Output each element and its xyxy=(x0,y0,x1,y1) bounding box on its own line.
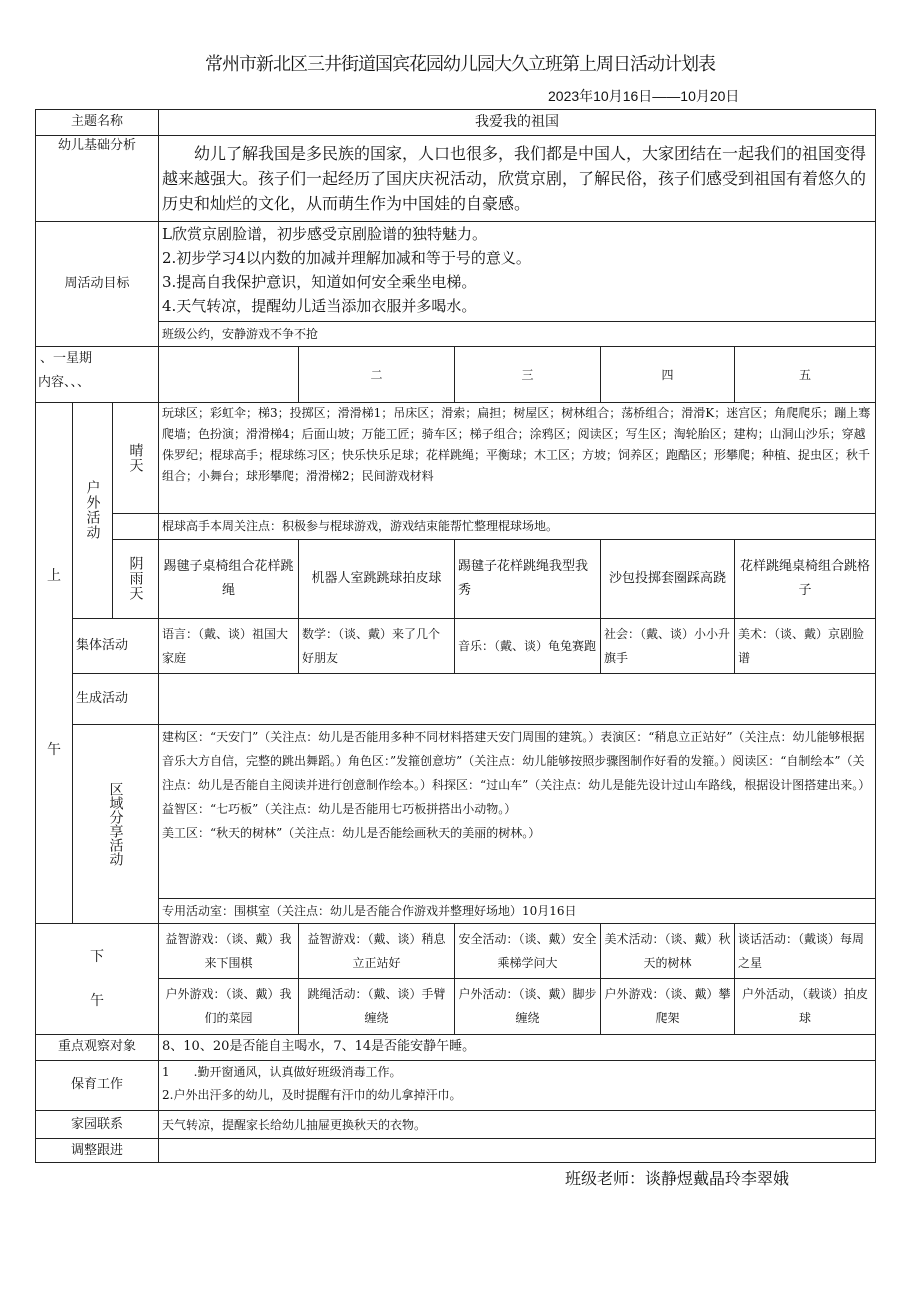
class-teachers: 班级老师：谈静煜戴晶玲李翠娥 xyxy=(565,1169,790,1188)
theme-row xyxy=(36,110,876,136)
weekday-5: 五 xyxy=(735,347,876,402)
special-room-row xyxy=(36,898,876,924)
afternoon-item: 益智游戏：（谈、戴）我来下围棋 xyxy=(159,924,299,978)
outdoor-label: 户外活动 xyxy=(73,402,113,618)
group-activity-row xyxy=(36,618,876,673)
generated-activity-row xyxy=(36,673,876,724)
group-item: 语言：（戴、谈）祖国大家庭 xyxy=(159,618,299,673)
afternoon-item: 户外活动，（载谈）拍皮球 xyxy=(735,978,876,1034)
rainy-item: 花样跳绳桌椅组合跳格子 xyxy=(735,539,876,618)
goal-item: 3.提高自我保护意识，知道如何安全乘坐电梯。 xyxy=(162,272,477,291)
goal-item: L欣赏京剧脸谱，初步感受京剧脸谱的独特魅力。 xyxy=(162,224,487,243)
goal-item: 2.初步学习4以内数的加减并理解加减和等于号的意义。 xyxy=(162,248,531,267)
afternoon-label xyxy=(36,924,159,1035)
theme-label: 主题名称 xyxy=(36,110,159,136)
home-label: 家园联系 xyxy=(36,1110,159,1139)
special-room: 专用活动室：围棋室（关注点：幼儿是否能合作游戏并整理好场地）10月16日 xyxy=(159,898,876,924)
sunny-focus-row xyxy=(36,514,876,540)
weekday-corner xyxy=(36,347,159,402)
class-rule-row xyxy=(36,321,876,347)
adjust-label: 调整跟进 xyxy=(36,1139,159,1163)
afternoon-item: 安全活动：（谈、戴）安全乘梯学问大 xyxy=(455,924,601,978)
care-row xyxy=(36,1060,876,1110)
group-item: 美术：（谈、戴）京剧脸谱 xyxy=(735,618,876,673)
afternoon-row-2 xyxy=(36,978,876,1034)
care-item: 1 .勤开窗通风，认真做好班级消毒工作。 xyxy=(162,1064,402,1079)
sunny-focus: 棍球高手本周关注点：积极参与棍球游戏，游戏结束能帮忙整理棍球场地。 xyxy=(159,514,876,540)
outdoor-sunny-row xyxy=(36,402,876,514)
afternoon-label-bottom: 午 xyxy=(90,993,104,1010)
activity-plan-table xyxy=(35,109,876,1163)
home-contact-row xyxy=(36,1110,876,1139)
goal-item: 4.天气转凉，提醒幼儿适当添加衣服并多喝水。 xyxy=(162,296,477,315)
goals-list xyxy=(159,221,876,321)
sunny-label: 晴天 xyxy=(113,402,159,514)
weekday-3: 三 xyxy=(455,347,601,402)
morning-label-top: 上 xyxy=(47,568,61,585)
class-rule: 班级公约，安静游戏不争不抢 xyxy=(159,321,876,347)
generated-label: 生成活动 xyxy=(73,673,159,724)
area-text xyxy=(159,724,876,898)
rainy-item: 踢毽子桌椅组合花样跳绳 xyxy=(159,539,299,618)
date-range: 2023年10月16日——10月20日 xyxy=(548,88,740,104)
afternoon-item: 益智游戏：（戴、谈）稍息立正站好 xyxy=(299,924,455,978)
weekday-header-row xyxy=(36,347,876,402)
afternoon-item: 跳绳活动：（戴、谈）手臂缠绕 xyxy=(299,978,455,1034)
weekday-1 xyxy=(159,347,299,402)
afternoon-item: 户外活动：（谈、戴）脚步缠绕 xyxy=(455,978,601,1034)
weekday-4: 四 xyxy=(601,347,735,402)
care-list xyxy=(159,1060,876,1110)
sunny-activities: 玩球区；彩虹伞；梯3；投掷区；滑滑梯1；吊床区；滑索；扁担；树屋区；树林组合；荡桥组合；滑滑K；迷宫区；角爬爬乐；蹦上骞爬墙；色扮演；滑滑梯4；后面山坡；万能工匠；骑车区；梯子组合；涂鸦区；阅读区；写生区；淘轮胎区；建构；山洞山沙乐；穿越侏罗纪；棍球高手；棍球练习区；快乐快乐足球；花样跳绳；平衡球；木工区；方坡；饲养区；跑酷区；形攀爬；种植、捉虫区；秋千组合；小舞台；球形攀爬；滑滑梯2；民间游戏材料 xyxy=(159,402,876,514)
focus-text: 8、10、20是否能自主喝水，7、14是否能安静午睡。 xyxy=(159,1034,876,1060)
corner-week-label: 、一星期 xyxy=(40,351,93,367)
weekday-2: 二 xyxy=(299,347,455,402)
area-activity-row xyxy=(36,724,876,898)
goals-label: 周活动目标 xyxy=(36,221,159,347)
page-title: 常州市新北区三井街道国宾花园幼儿园大久立班第上周日活动计划表 xyxy=(205,54,715,75)
group-item: 音乐：（戴、谈）龟兔赛跑 xyxy=(455,618,601,673)
home-text: 天气转凉，提醒家长给幼儿抽屉更换秋天的衣物。 xyxy=(159,1110,876,1139)
sunny-label-ext xyxy=(113,514,159,540)
area-text-art: 美工区：“秋天的树林”（关注点：幼儿是否能绘画秋天的美丽的树林。） xyxy=(162,825,541,840)
group-item: 社会：（戴、谈）小小升旗手 xyxy=(601,618,735,673)
group-item: 数学：（谈、戴）来了几个好朋友 xyxy=(299,618,455,673)
rainy-item: 沙包投掷套圈踩高跷 xyxy=(601,539,735,618)
afternoon-label-top: 下 xyxy=(90,949,104,966)
rainy-label: 阴雨天 xyxy=(113,539,159,618)
analysis-row xyxy=(36,135,876,221)
afternoon-item: 谈话活动：（戴谈）每周之星 xyxy=(735,924,876,978)
afternoon-item: 户外游戏：（谈、戴）攀爬架 xyxy=(601,978,735,1034)
care-item: 2.户外出汗多的幼儿，及时提醒有汗巾的幼儿拿掉汗巾。 xyxy=(162,1087,462,1102)
analysis-text: 幼儿了解我国是多民族的国家，人口也很多，我们都是中国人，大家团结在一起我们的祖国变得越来越强大。孩子们一起经历了国庆庆祝活动，欣赏京剧，了解民俗，孩子们感受到祖国有着悠久的历史和灿烂的文化，从而萌生作为中国娃的自豪感。 xyxy=(159,135,876,221)
theme-value: 我爱我的祖国 xyxy=(159,110,876,136)
afternoon-item: 美术活动：（谈、戴）秋天的树林 xyxy=(601,924,735,978)
outdoor-rainy-row xyxy=(36,539,876,618)
morning-label xyxy=(36,402,73,924)
generated-text xyxy=(159,673,876,724)
focus-children-row xyxy=(36,1034,876,1060)
area-label: 区域分享活动 xyxy=(73,724,159,924)
focus-label: 重点观察对象 xyxy=(36,1034,159,1060)
area-text-main: 建构区：“天安门”（关注点：幼儿是否能用多种不同材料搭建天安门周围的建筑。）表演区：“稍息立正站好”（关注点：幼儿能够根据音乐大方自信，完整的跳出舞蹈。）角色区：”发箍创意坊”（关注点：幼儿能够按照步骤图制作好看的发箍。）阅读区：“自制绘本”（关注点：幼儿是否能自主阅读并进行创意制作绘本。）科探区：“过山车”（关注点：幼儿是能先设计过山车路线，根据设计图搭建出来。）益智区：“七巧板”（关注点：幼儿是否能用七巧板拼搭出小动物。） xyxy=(162,729,871,816)
goals-row xyxy=(36,221,876,321)
afternoon-row-1 xyxy=(36,924,876,978)
adjust-text xyxy=(159,1139,876,1163)
rainy-item: 踢毽子花样跳绳我型我秀 xyxy=(455,539,601,618)
morning-label-bottom: 午 xyxy=(47,742,61,759)
corner-content-label: 内容、、、 xyxy=(38,375,91,391)
group-label: 集体活动 xyxy=(73,618,159,673)
adjust-row xyxy=(36,1139,876,1163)
care-label: 保育工作 xyxy=(36,1060,159,1110)
afternoon-item: 户外游戏：（谈、戴）我们的菜园 xyxy=(159,978,299,1034)
analysis-label: 幼儿基础分析 xyxy=(36,135,159,221)
rainy-item: 机器人室跳跳球拍皮球 xyxy=(299,539,455,618)
